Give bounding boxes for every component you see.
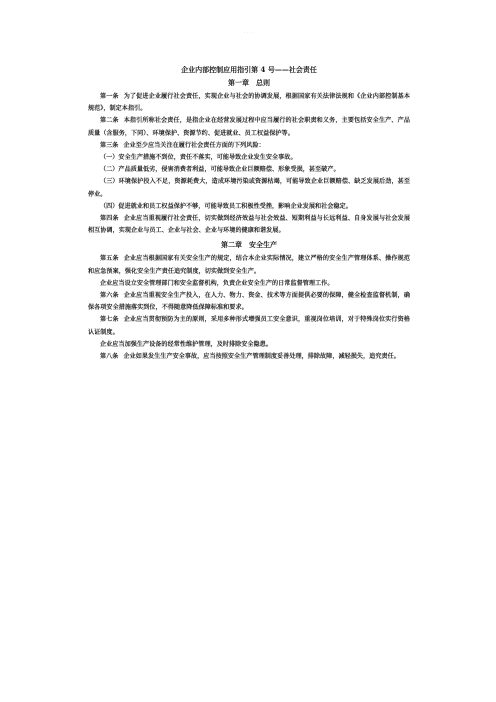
document-title: 企业内部控制应用指引第 4 号——社会责任 xyxy=(181,65,317,74)
risk-item-3: （三）环境保护投入不足，资源耗费大，造成环境污染或资源枯竭，可能导致企业巨额赔偿、缺乏发展后劲，甚至停业。 xyxy=(88,178,410,198)
article-text: 为了促进企业履行社会责任，实现企业与社会的协调发展，根据国家有关法律法规和《企业内部控制基本规范》，制定本指引。 xyxy=(88,93,410,113)
article-8 xyxy=(88,351,410,363)
article-2 xyxy=(88,115,410,139)
article-number: 第六条 xyxy=(100,292,119,300)
article-5 xyxy=(88,253,410,277)
document-page xyxy=(88,60,410,363)
article-text: 企业至少应当关注在履行社会责任方面的下列风险： xyxy=(123,141,265,149)
article-number: 第八条 xyxy=(100,353,119,361)
article-text: 企业应当贯彻预防为主的原则，采用多种形式增强员工安全意识，重视岗位培训，对于特殊岗位实行资格认证制度。 xyxy=(88,316,410,336)
article-number: 第四条 xyxy=(100,215,119,223)
article-text: 企业应当重视安全生产投入，在人力、物力、资金、技术等方面提供必要的保障，健全检查监督机制，确保各项安全措施落实到位，不得随意降低保障标准和要求。 xyxy=(88,292,410,312)
article-number: 第一条 xyxy=(100,93,119,100)
article-text: 企业应当设立安全管理部门和安全监督机构，负责企业安全生产的日常监督管理工作。 xyxy=(100,279,334,287)
page-watermark: · · · xyxy=(243,30,253,37)
chapter-2-heading: 第二章 安全生产 xyxy=(221,240,277,250)
article-number: 第七条 xyxy=(100,316,119,324)
article-7-continued xyxy=(88,339,410,351)
article-1 xyxy=(88,91,410,115)
chapter-1-heading: 第一章 总则 xyxy=(228,78,270,87)
article-text: 本指引所称社会责任，是指企业在经营发展过程中应当履行的社会职责和义务，主要包括安全生产、产品质量（含服务，下同）、环境保护、资源节约、促进就业、员工权益保护等。 xyxy=(88,117,410,137)
article-number: 第二条 xyxy=(100,117,119,125)
risk-item-1: （一）安全生产措施不到位，责任不落实，可能导致企业发生安全事故。 xyxy=(100,154,297,162)
article-3 xyxy=(88,140,410,152)
article-5-continued xyxy=(88,278,410,290)
article-number: 第五条 xyxy=(100,255,119,263)
article-text: 企业如果发生生产安全事故，应当按照安全生产管理制度妥善处理，排除故障，减轻损失，追究责任。 xyxy=(123,353,400,361)
risk-item-4: （四）促进就业和员工权益保护不够，可能导致员工积极性受挫，影响企业发展和社会稳定。 xyxy=(100,202,352,210)
article-4 xyxy=(88,213,410,237)
article-7 xyxy=(88,314,410,338)
article-text: 企业应当根据国家有关安全生产的规定，结合本企业实际情况，建立严格的安全生产管理体系、操作规范和应急预案，强化安全生产责任追究制度，切实做到安全生产。 xyxy=(88,255,410,275)
article-number: 第三条 xyxy=(100,141,119,149)
article-text: 企业应当加强生产设备的经常性维护管理，及时排除安全隐患。 xyxy=(100,340,273,348)
article-text: 企业应当重视履行社会责任，切实做到经济效益与社会效益、短期利益与长远利益、自身发展与社会发展相互协调，实现企业与员工、企业与社会、企业与环境的健康和谐发展。 xyxy=(88,215,410,235)
risk-item-2: （二）产品质量低劣，侵害消费者利益，可能导致企业巨额赔偿、形象受损，甚至破产。 xyxy=(100,166,340,174)
article-6 xyxy=(88,290,410,314)
